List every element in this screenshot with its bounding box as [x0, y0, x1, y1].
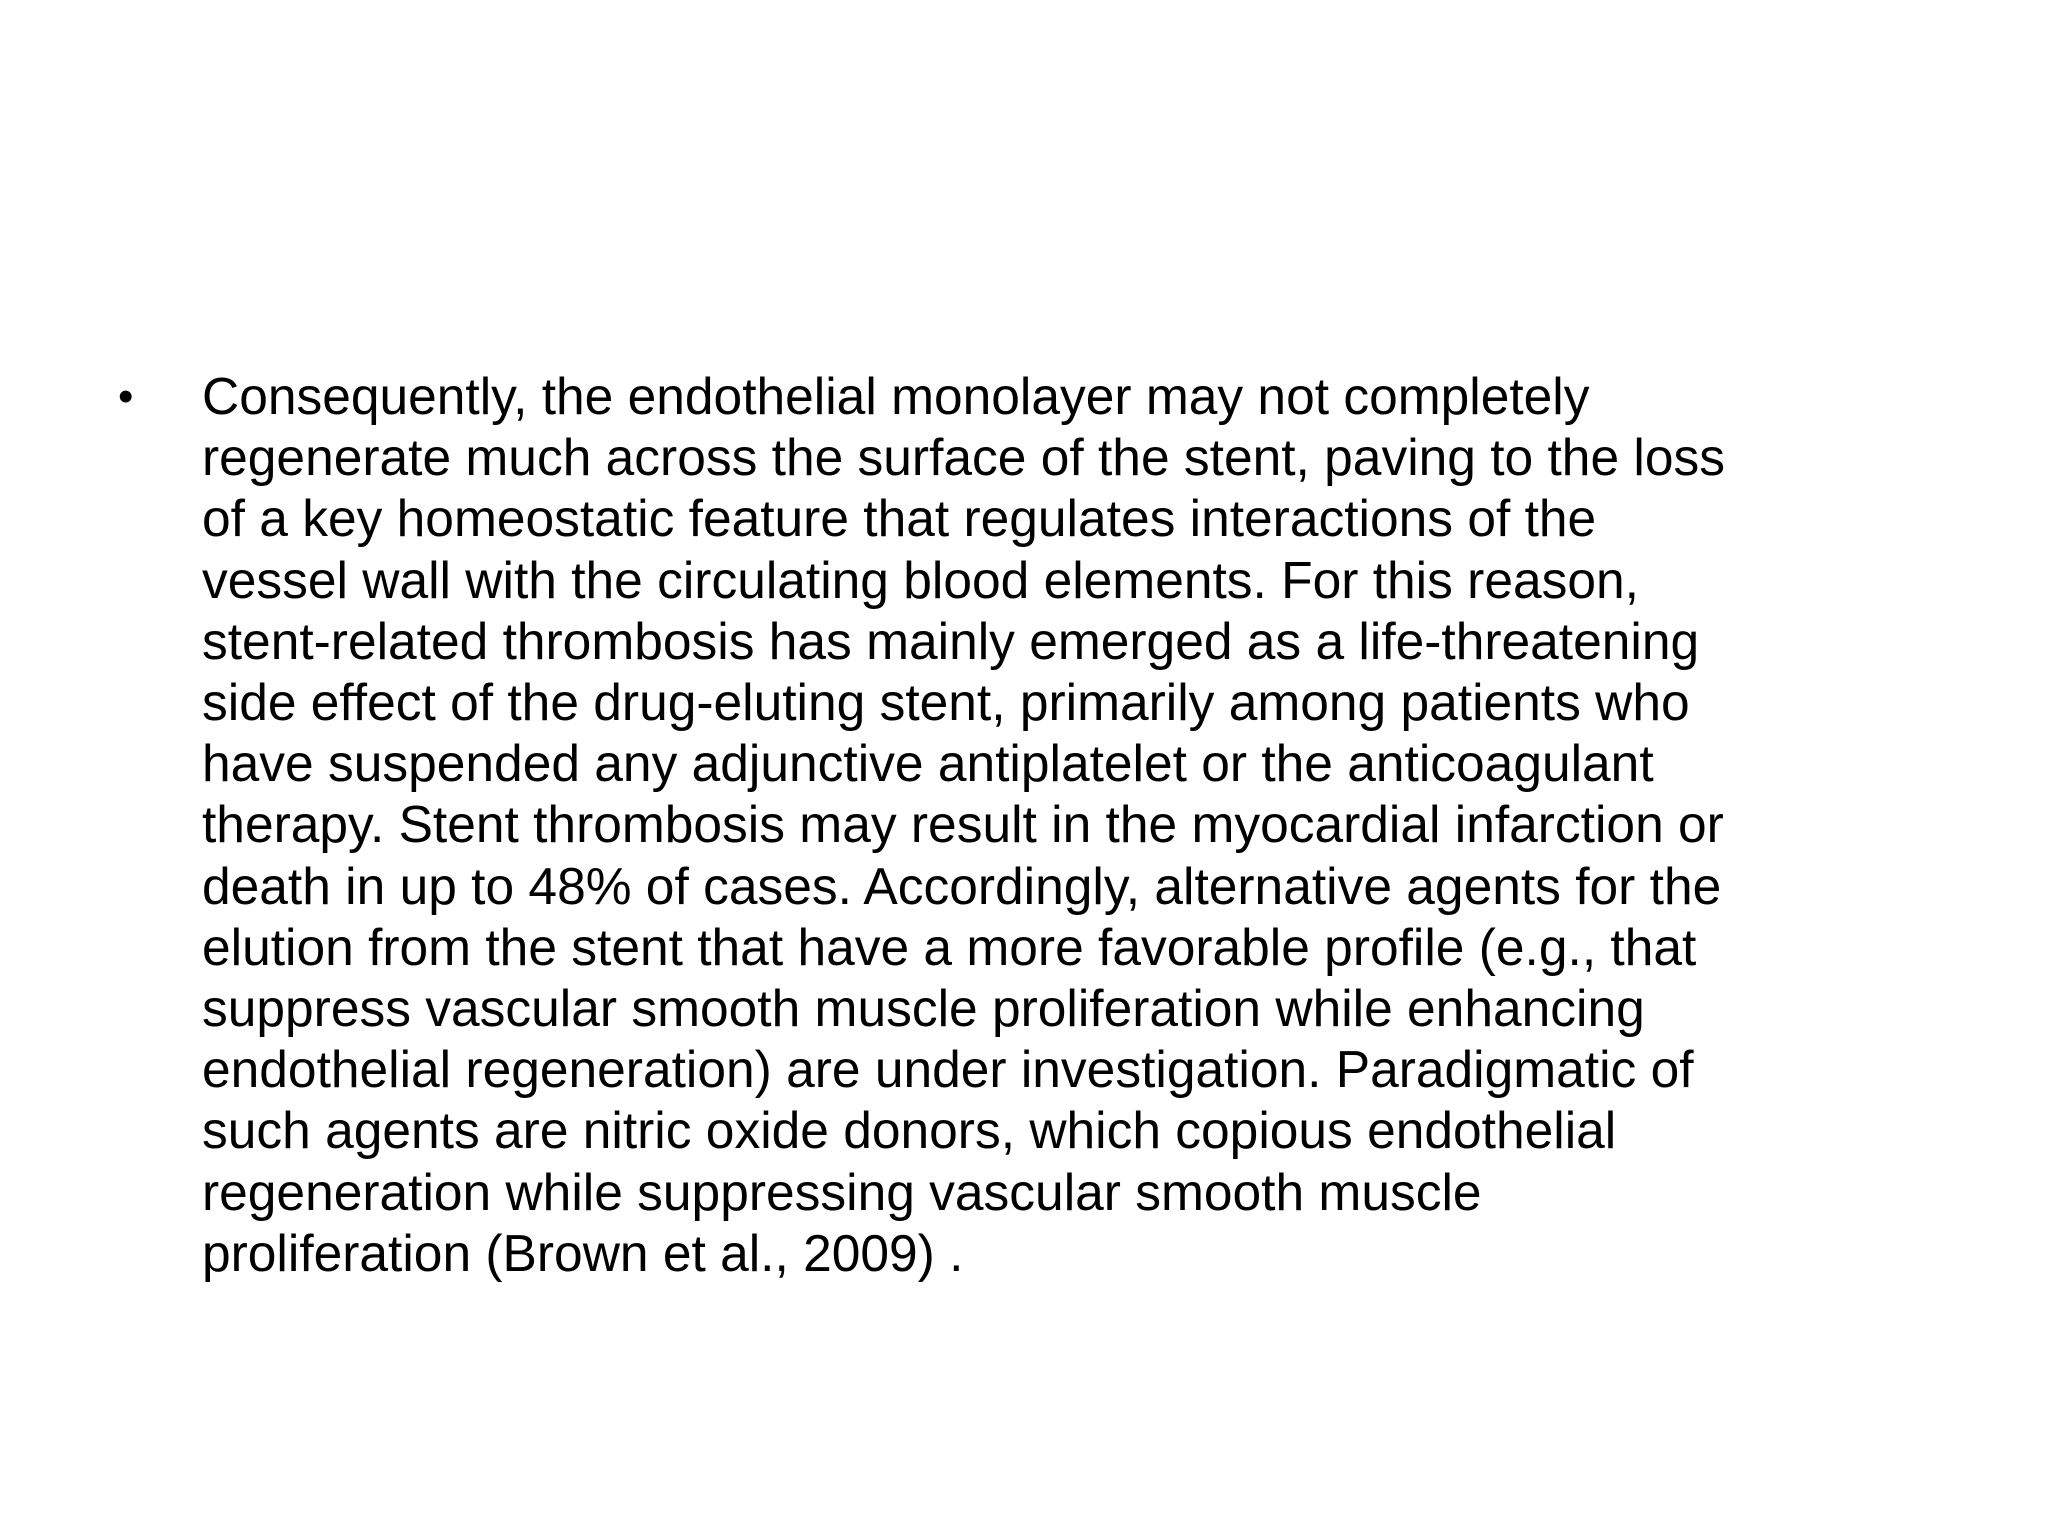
paragraph-line: regenerate much across the surface of the stent, paving to the loss	[202, 428, 1725, 487]
paragraph-line: have suspended any adjunctive antiplatelet or the anticoagulant	[202, 734, 1654, 793]
bullet-paragraph	[202, 366, 1998, 1284]
paragraph-line: stent-related thrombosis has mainly emerged as a life-threatening	[202, 611, 1700, 670]
slide-body	[118, 366, 1998, 1284]
paragraph-line: suppress vascular smooth muscle proliferation while enhancing	[202, 979, 1645, 1038]
paragraph-line: death in up to 48% of cases. Accordingly, alternative agents for the	[202, 856, 1722, 915]
paragraph-line: such agents are nitric oxide donors, which copious endothelial	[202, 1101, 1617, 1160]
paragraph-line: of a key homeostatic feature that regulates interactions of the	[202, 489, 1597, 548]
paragraph-line: side effect of the drug-eluting stent, primarily among patients who	[202, 673, 1690, 732]
paragraph-line: therapy. Stent thrombosis may result in the myocardial infarction or	[202, 795, 1724, 854]
paragraph-line: regeneration while suppressing vascular smooth muscle	[202, 1162, 1482, 1221]
bullet-item	[118, 366, 1998, 1284]
bullet-icon: •	[118, 372, 134, 421]
paragraph-line: proliferation (Brown et al., 2009) .	[202, 1223, 964, 1282]
paragraph-line: vessel wall with the circulating blood elements. For this reason,	[202, 550, 1639, 609]
paragraph-line: endothelial regeneration) are under investigation. Paradigmatic of	[202, 1040, 1694, 1099]
paragraph-line: elution from the stent that have a more favorable profile (e.g., that	[202, 917, 1697, 976]
paragraph-line: Consequently, the endothelial monolayer may not completely	[202, 367, 1590, 425]
